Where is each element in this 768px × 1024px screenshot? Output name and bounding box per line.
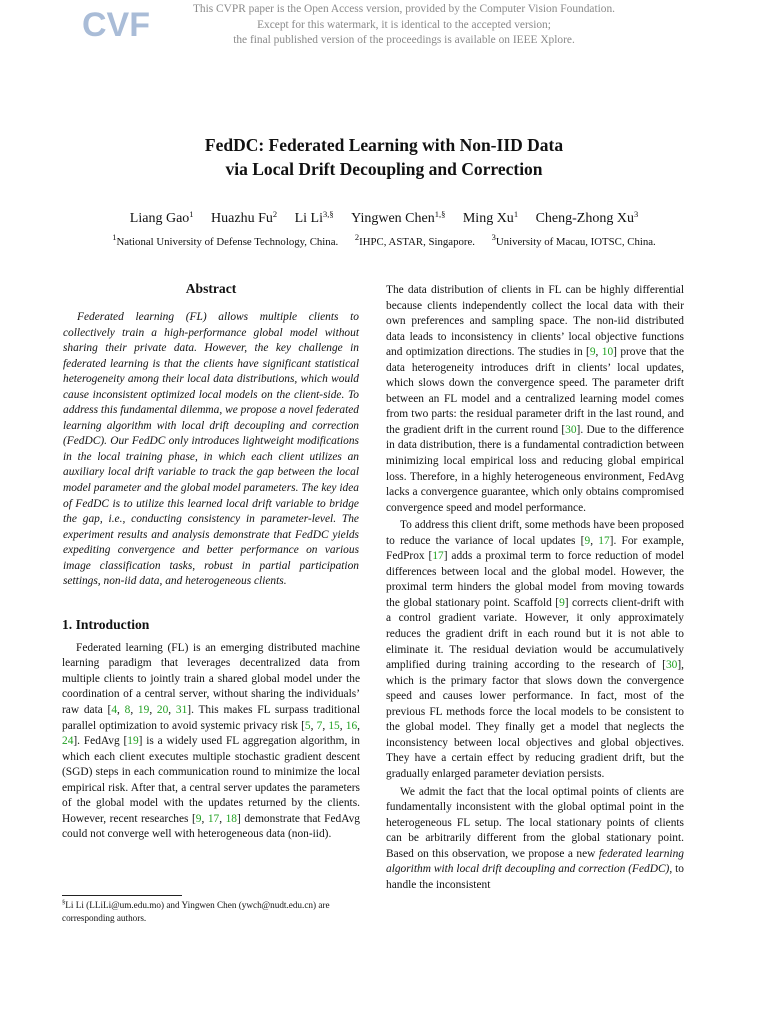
author: Liang Gao$^1$: [129, 209, 194, 226]
citation-link[interactable]: 4: [111, 704, 118, 717]
citation-link[interactable]: 16: [345, 719, 358, 732]
intro-paragraph: To address this client drift, some methods have been proposed to reduce the variance of local updates [9, 17]. For example, FedProx [17] adds a proximal term to force reduction of model differences between local and the global model. However, the proximal term hinders the global model from moving towards the global stationary point. Scaffold [9] corrects client-drift with a control gradient variate. However, it only approximately reduces the gradient drift in each round but it is not able to eliminate it. The residual deviation would be accumulatively amplified during training according to the research of [30], which is the primary factor that slows down the convergence speed and causes lower performance. In fact, most of the previous FL methods force the local models to be consistent to the global model. They finally get a model that neglects the inconsistency between local objectives and global objectives. They have a certain effect by reducing gradient drift, but the gradually enlarged parameter deviation persists.: [386, 519, 684, 780]
watermark-line: This CVPR paper is the Open Access version, provided by the Computer Vision Foundation.: [192, 3, 616, 15]
title-line: via Local Drift Decoupling and Correction: [225, 159, 543, 179]
citation-link[interactable]: 19: [137, 704, 150, 717]
author: Li $Li^{3,\S}$: [294, 209, 334, 226]
citation-link[interactable]: 30: [565, 423, 577, 436]
paper-title: [100, 133, 668, 181]
citation-link[interactable]: 18: [225, 812, 237, 825]
intro-paragraph: The data distribution of clients in FL can be highly differential because clients independently collect the local data with their own preferences and sampling space. The non-iid distributed data leads to inconsistency in clients’ local objective functions and optimization directions. The studies in [9, 10] prove that the data heterogeneity introduces drift in clients’ local updates, which slows down the convergence speed. The parameter drift between an FL model and a centralized learning model comes from two parts: the residual parameter drift in the last round, and the gradient drift in the current round [30]. Due to the difference in data distribution, there is a fundamental contradiction between minimizing local empirical loss and reducing global empirical loss. Therefore, in a highly heterogeneous environment, FedAvg lacks a convergence guarantee, which only obtains compromised convergence speed and model performance.: [386, 284, 684, 514]
citation-link[interactable]: 17: [598, 534, 610, 547]
cvf-logo: [82, 6, 150, 44]
left-column: [62, 281, 360, 843]
affiliation: $^1$National University of Defense Technology, China.: [112, 232, 339, 248]
citation-link[interactable]: 31: [175, 704, 188, 717]
right-column: [386, 283, 684, 893]
watermark-text: [160, 2, 648, 49]
affiliation: $^3$University of Macau, IOTSC, China.: [491, 232, 656, 248]
title-line: FedDC: Federated Learning with Non-IID Data: [204, 135, 564, 155]
citation-link[interactable]: 9: [195, 812, 202, 825]
citation-link[interactable]: 20: [156, 704, 169, 717]
abstract-body: Federated learning (FL) allows multiple clients to collectively train a high-performance global model without sharing their private data. However, the key challenge in federated learning is that the clients have significant statistical heterogeneity among their local data distributions, which would cause inconsistent optimized local models on the client-side. To address this fundamental dilemma, we propose a novel federated learning algorithm with local drift decoupling and correction (FedDC). Our FedDC only introduces lightweight modifications in the local training phase, in which each client utilizes an auxiliary local drift variable to track the gap between the local model parameter and the global model parameters. The key idea of FedDC is to utilize this learned local drift variable to bridge the gap, i.e., conducting consistency in parameter-level. The experiment results and analysis demonstrate that FedDC yields expediting convergence and better performance on various image classification tasks, robust in partial participation settings, non-iid data, and heterogeneous clients.: [63, 311, 359, 588]
affiliation: $^2$IHPC, ASTAR, Singapore.: [354, 232, 475, 248]
section-heading-introduction: 1. Introduction: [62, 616, 150, 632]
watermark-line: Except for this watermark, it is identical to the accepted version;: [257, 18, 551, 31]
affiliation-list: [30, 230, 738, 249]
footnote-mark: §: [62, 899, 66, 906]
watermark-header: [0, 0, 768, 50]
author: Yingwen Chen$^{1,\S}$: [351, 209, 446, 226]
citation-link[interactable]: 9: [559, 596, 565, 609]
citation-link[interactable]: 17: [207, 812, 220, 825]
citation-link[interactable]: 10: [601, 346, 614, 359]
emphasized-text: federated learning algorithm with local drift decoupling and correction (FedDC): [386, 847, 684, 876]
author-list: [40, 205, 728, 228]
citation-link[interactable]: 19: [127, 735, 139, 748]
watermark-line: the final published version of the proceedings is available on IEEE Xplore.: [233, 34, 575, 46]
citation-link[interactable]: 8: [124, 704, 131, 717]
citation-link[interactable]: 17: [432, 550, 444, 563]
author: Cheng-Zhong Xu$^3$: [535, 209, 639, 226]
citation-link[interactable]: 30: [665, 659, 678, 672]
citation-link[interactable]: 9: [584, 534, 591, 547]
intro-paragraph: Federated learning (FL) is an emerging distributed machine learning paradigm that leverages decentralized data from multiple clients to jointly train a shared global model under the coordination of a central server, without sharing the individuals’ raw data [4, 8, 19, 20, 31]. This makes FL surpass traditional parallel optimization to avoid systemic privacy risk [5, 7, 15, 16, 24]. FedAvg [19] is a widely used FL aggregation algorithm, in which each client executes multiple stochastic gradient descent (SGD) steps in each communication round to minimize the local empirical risk. After that, a central server updates the parameters of the global model with the updates returned by the clients. However, recent researches [9, 17, 18] demonstrate that FedAvg could not converge well with heterogeneous data (non-iid).: [62, 641, 360, 841]
author: Ming Xu$^1$: [462, 209, 519, 226]
footnote-text: Li Li (LLiLi@um.edu.mo) and Yingwen Chen (ywch@nudt.edu.cn) are corresponding authors.: [62, 900, 330, 923]
svg-text:CVF: CVF: [82, 6, 150, 44]
author: Huazhu Fu$^2$: [211, 209, 278, 226]
citation-link[interactable]: 7: [316, 719, 323, 732]
footnote: [62, 897, 360, 924]
citation-link[interactable]: 5: [304, 719, 311, 732]
citation-link[interactable]: 9: [589, 346, 596, 359]
abstract-heading: Abstract: [185, 281, 237, 296]
citation-link[interactable]: 15: [328, 719, 340, 732]
footnote-rule: [62, 895, 182, 896]
intro-paragraph: We admit the fact that the local optimal points of clients are fundamentally inconsistent with the global optimal point in the heterogeneous FL setup. The local stationary points of clients can be arbitrarily different from the global stationary point. Based on this observation, we propose a new federated learning algorithm with local drift decoupling and correction (FedDC), to handle the inconsistent: [386, 785, 685, 891]
citation-link[interactable]: 24: [62, 735, 74, 748]
